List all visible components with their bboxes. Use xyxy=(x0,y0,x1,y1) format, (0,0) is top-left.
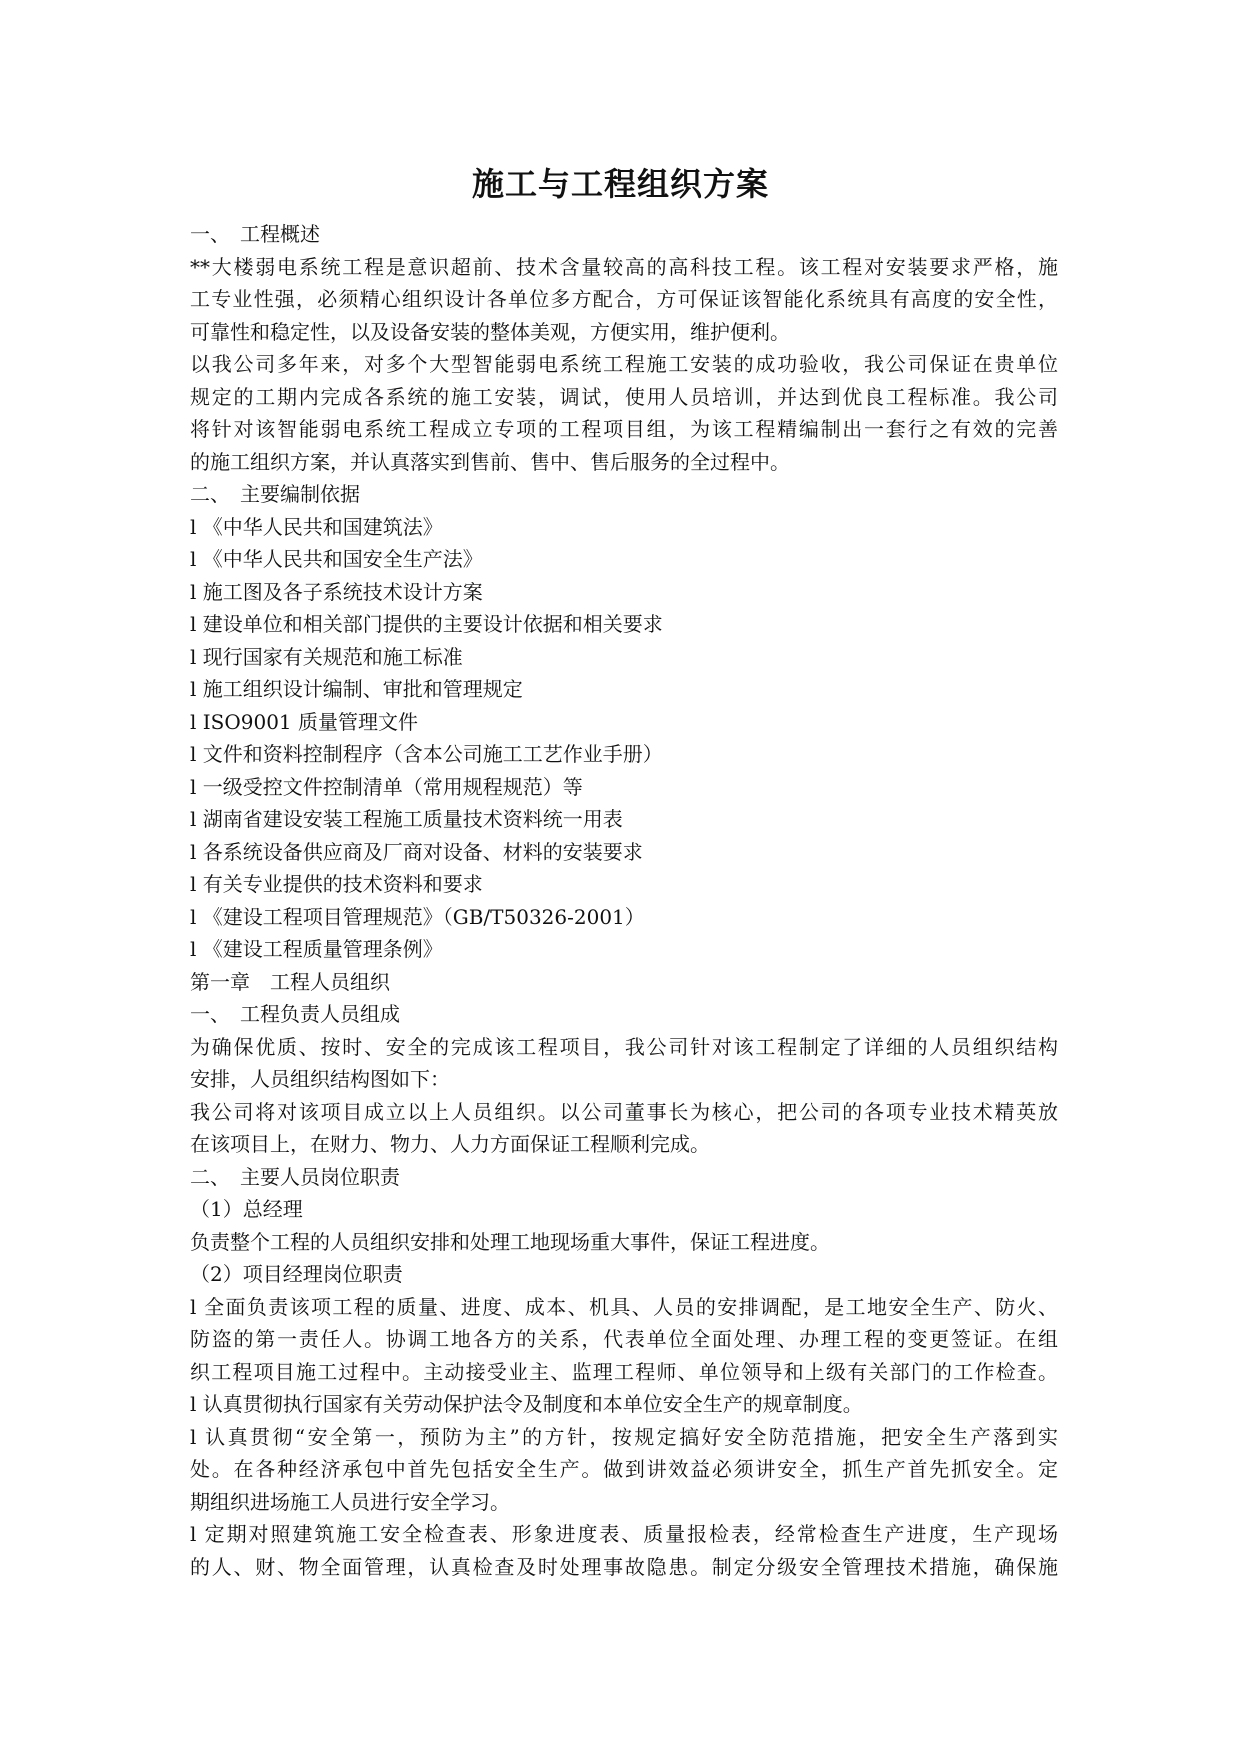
document-title: 施工与工程组织方案 xyxy=(471,165,769,203)
document-line: 期组织进场施工人员进行安全学习。 xyxy=(190,1489,510,1514)
document-line: l 施工图及各子系统技术设计方案 xyxy=(190,579,483,604)
document-line: l 建设单位和相关部门提供的主要设计依据和相关要求 xyxy=(190,612,663,636)
document-line: （1）总经理 xyxy=(190,1197,303,1221)
document-line: 工专业性强，必须精心组织设计各单位多方配合，方可保证该智能化系统具有高度的安全性， xyxy=(190,287,1058,311)
document-line: l 《建设工程项目管理规范》（GB/T50326-2001） xyxy=(190,904,645,929)
document-body xyxy=(190,218,1058,1583)
document-line: 防盗的第一责任人。协调工地各方的关系，代表单位全面处理、办理工程的变更签证。在组 xyxy=(190,1327,1058,1351)
document-line: 规定的工期内完成各系统的施工安装，调试，使用人员培训，并达到优良工程标准。我公司 xyxy=(190,384,1058,409)
document-line: **大楼弱电系统工程是意识超前、技术含量较高的高科技工程。该工程对安装要求严格，施 xyxy=(190,254,1058,279)
document-line: l 各系统设备供应商及厂商对设备、材料的安装要求 xyxy=(190,839,643,864)
document-line: l 全面负责该项工程的质量、进度、成本、机具、人员的安排调配，是工地安全生产、防火、 xyxy=(190,1294,1058,1319)
document-line: l 现行国家有关规范和施工标准 xyxy=(190,644,463,669)
document-line: 的人、财、物全面管理，认真检查及时处理事故隐患。制定分级安全管理技术措施，确保施 xyxy=(190,1554,1058,1579)
document-line: 一、 工程概述 xyxy=(190,222,320,246)
document-line: 第一章 工程人员组织 xyxy=(190,969,390,994)
document-line: l 文件和资料控制程序（含本公司施工工艺作业手册） xyxy=(190,742,663,766)
document-line: 安排，人员组织结构图如下： xyxy=(190,1067,450,1091)
document-line: l 《建设工程质量管理条例》 xyxy=(190,937,443,961)
document-line: l 认真贯彻“安全第一，预防为主”的方针，按规定搞好安全防范措施，把安全生产落到实 xyxy=(190,1424,1058,1449)
document-line: 二、 主要编制依据 xyxy=(190,482,360,506)
document-line: l 《中华人民共和国建筑法》 xyxy=(190,514,443,539)
document-line: l 认真贯彻执行国家有关劳动保护法令及制度和本单位安全生产的规章制度。 xyxy=(190,1392,863,1416)
document-line: 一、 工程负责人员组成 xyxy=(190,1002,400,1026)
document-line: 织工程项目施工过程中。主动接受业主、监理工程师、单位领导和上级有关部门的工作检查。 xyxy=(190,1359,1058,1384)
document-line: （2）项目经理岗位职责 xyxy=(190,1262,403,1286)
document-line: 处。在各种经济承包中首先包括安全生产。做到讲效益必须讲安全，抓生产首先抓安全。定 xyxy=(190,1457,1058,1481)
document-line: 的施工组织方案，并认真落实到售前、售中、售后服务的全过程中。 xyxy=(190,449,790,474)
document-line: l 有关专业提供的技术资料和要求 xyxy=(190,872,483,896)
document-line: l 一级受控文件控制清单（常用规程规范）等 xyxy=(190,774,583,799)
document-line: 将针对该智能弱电系统工程成立专项的工程项目组，为该工程精编制出一套行之有效的完善 xyxy=(190,417,1058,441)
document-line: 在该项目上，在财力、物力、人力方面保证工程顺利完成。 xyxy=(190,1132,710,1156)
document-line: 可靠性和稳定性，以及设备安装的整体美观，方便实用，维护便利。 xyxy=(190,319,790,344)
document-line: l 定期对照建筑施工安全检查表、形象进度表、质量报检表，经常检查生产进度，生产现场 xyxy=(190,1522,1058,1546)
document-line: 负责整个工程的人员组织安排和处理工地现场重大事件，保证工程进度。 xyxy=(190,1229,830,1254)
document-line: 以我公司多年来，对多个大型智能弱电系统工程施工安装的成功验收，我公司保证在贵单位 xyxy=(190,352,1058,376)
document-line: l ISO9001 质量管理文件 xyxy=(190,709,419,734)
document-line: 二、 主要人员岗位职责 xyxy=(190,1164,400,1189)
document-line: 为确保优质、按时、安全的完成该工程项目，我公司针对该工程制定了详细的人员组织结构 xyxy=(190,1034,1058,1059)
document-line: l 《中华人民共和国安全生产法》 xyxy=(190,547,483,571)
document-line: l 湖南省建设安装工程施工质量技术资料统一用表 xyxy=(190,807,623,831)
document-line: l 施工组织设计编制、审批和管理规定 xyxy=(190,677,523,701)
document-line: 我公司将对该项目成立以上人员组织。以公司董事长为核心，把公司的各项专业技术精英放 xyxy=(190,1099,1058,1124)
